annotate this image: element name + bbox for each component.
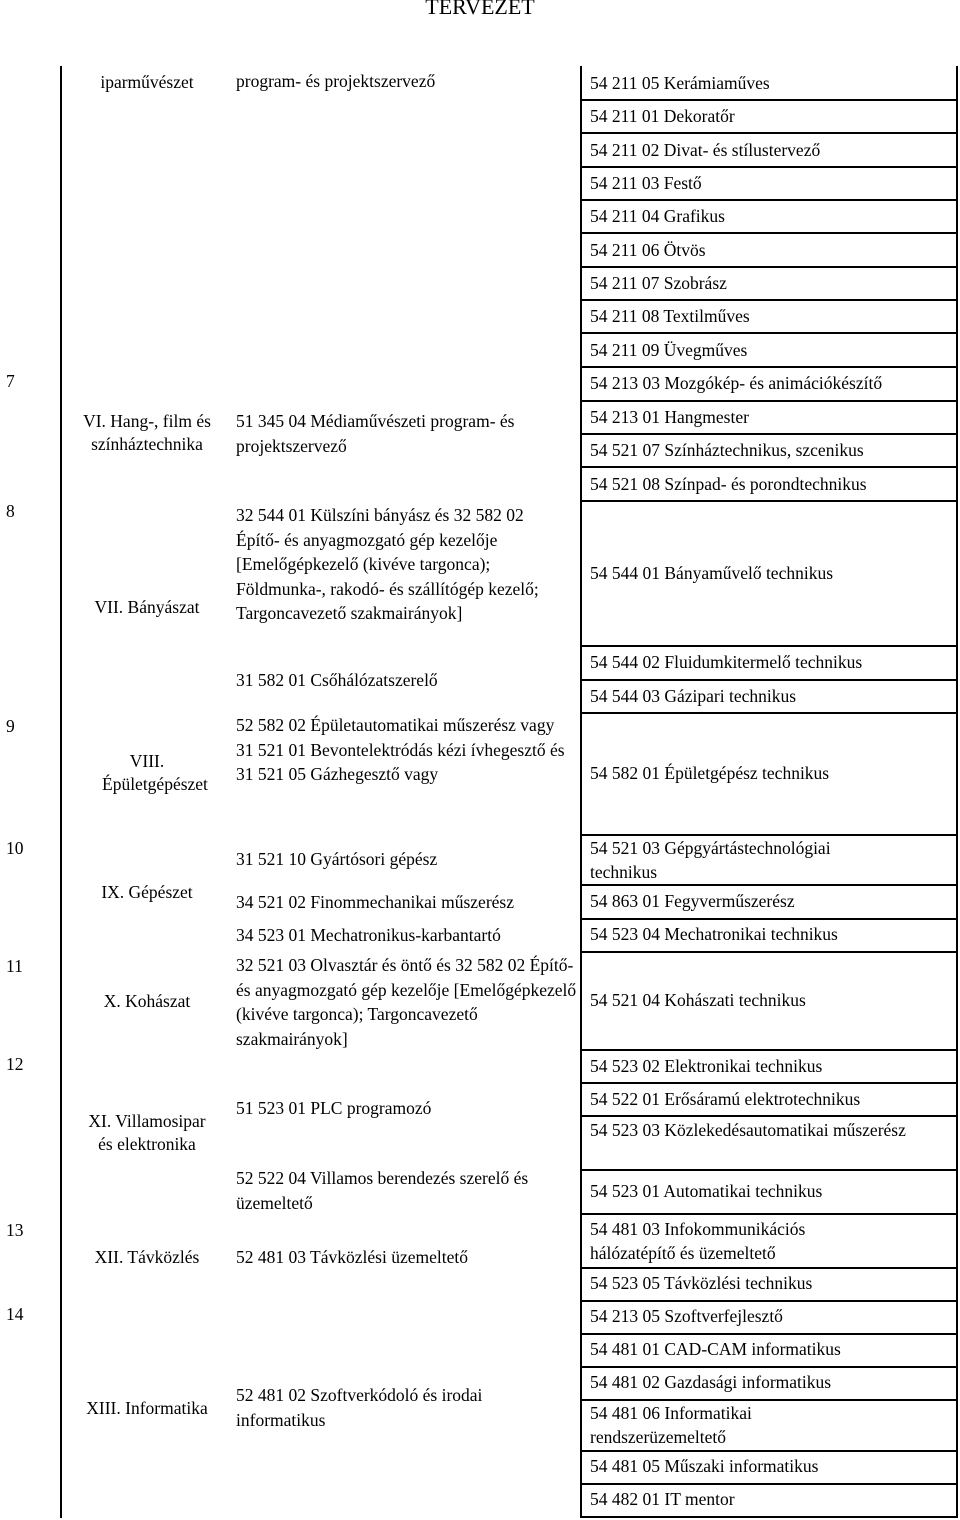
- qualification-item: 54 211 04 Grafikus: [590, 206, 725, 226]
- qualification-item: 54 213 03 Mozgókép- és animációkészítő: [590, 373, 883, 393]
- program-text: 31 582 01 Csőhálózatszerelő: [236, 670, 438, 690]
- qualification-item: 54 211 07 Szobrász: [590, 273, 727, 293]
- qualification-item: 54 521 08 Színpad- és porondtechnikus: [590, 474, 867, 494]
- qualification-item: 54 521 03 Gépgyártástechnológiai technikus: [590, 838, 831, 882]
- program-text: 51 345 04 Médiaművészeti program- és projektszervező: [236, 411, 515, 456]
- qualification-item: 54 211 08 Textilműves: [590, 306, 750, 326]
- qualification-item: 54 544 01 Bányaművelő technikus: [590, 563, 834, 583]
- qualification-item: 54 482 01 IT mentor: [590, 1489, 735, 1509]
- qualification-item: 54 481 03 Infokommunikációs hálózatépítő és üzemeltető: [590, 1219, 806, 1263]
- table-bottom-border: [580, 1516, 958, 1518]
- qualification-item: 54 481 05 Műszaki informatikus: [590, 1456, 819, 1476]
- section-name: IX. Gépészet: [101, 882, 193, 902]
- section-name: XIII. Informatika: [86, 1398, 208, 1418]
- program-text: 52 522 04 Villamos berendezés szerelő és üzemeltető: [236, 1168, 529, 1213]
- qualification-item: 54 213 05 Szoftverfejlesztő: [590, 1306, 783, 1326]
- program-text: program- és projektszervező: [236, 71, 436, 91]
- program-text: 52 481 02 Szoftverkódoló és irodai informatikus: [236, 1385, 483, 1430]
- qualification-item: 54 544 02 Fluidumkitermelő technikus: [590, 652, 863, 672]
- section-name: VIII. Épületgépészet: [102, 751, 208, 794]
- row-number: 10: [6, 838, 24, 858]
- program-text: 51 523 01 PLC programozó: [236, 1098, 432, 1118]
- qualification-item: 54 523 01 Automatikai technikus: [590, 1181, 823, 1201]
- program-text: 32 544 01 Külszíni bányász és 32 582 02 Építő- és anyagmozgató gép kezelője [Emelőgépkezelő (kivéve targonca); Földmunka-, rakodó- és szállítógép kezelő; Targoncavezető szakmairányok]: [236, 505, 539, 623]
- qualification-item: 54 521 04 Kohászati technikus: [590, 990, 806, 1010]
- program-text: 52 481 03 Távközlési üzemeltető: [236, 1247, 468, 1267]
- qualification-item: 54 582 01 Épületgépész technikus: [590, 763, 830, 783]
- row-number: 11: [6, 956, 23, 976]
- program-text: 31 521 10 Gyártósori gépész: [236, 849, 438, 869]
- program-text: 52 582 02 Épületautomatikai műszerész vagy 31 521 01 Bevontelektródás kézi ívhegesztő és 31 521 05 Gázhegesztő vagy: [236, 715, 565, 784]
- qualification-item: 54 523 05 Távközlési technikus: [590, 1273, 813, 1293]
- section-name: XI. Villamosipar és elektronika: [88, 1111, 206, 1154]
- qualification-item: 54 211 09 Üvegműves: [590, 340, 748, 360]
- qualification-item: 54 481 01 CAD-CAM informatikus: [590, 1339, 841, 1359]
- section-name: X. Kohászat: [103, 991, 191, 1011]
- qualification-item: 54 523 04 Mechatronikai technikus: [590, 924, 838, 944]
- qualification-item: 54 211 02 Divat- és stílustervező: [590, 140, 821, 160]
- qualification-item: 54 481 06 Informatikai rendszerüzemeltető: [590, 1403, 752, 1447]
- qualification-item: 54 211 03 Festő: [590, 173, 702, 193]
- section-name: VI. Hang-, film és színháztechnika: [83, 411, 211, 454]
- qualification-item: 54 481 02 Gazdasági informatikus: [590, 1372, 832, 1392]
- qualification-item: 54 211 01 Dekoratőr: [590, 106, 735, 126]
- page-title: TERVEZET: [425, 0, 535, 19]
- qualification-item: 54 522 01 Erősáramú elektrotechnikus: [590, 1089, 861, 1109]
- qualification-item: 54 213 01 Hangmester: [590, 407, 749, 427]
- program-text: 32 521 03 Olvasztár és öntő és 32 582 02 Építő- és anyagmozgató gép kezelője [Emelőgépkezelő (kivéve targonca); Targoncavezető szakmairányok]: [236, 955, 577, 1049]
- row-number: 14: [6, 1304, 24, 1324]
- row-number: 7: [6, 371, 15, 391]
- program-text: 34 523 01 Mechatronikus-karbantartó: [236, 925, 501, 945]
- qualification-item: 54 523 02 Elektronikai technikus: [590, 1056, 823, 1076]
- row-number: 12: [6, 1054, 24, 1074]
- section-name: VII. Bányászat: [94, 597, 200, 617]
- program-text: 34 521 02 Finommechanikai műszerész: [236, 892, 514, 912]
- qualification-item: 54 544 03 Gázipari technikus: [590, 686, 797, 706]
- section-name: XII. Távközlés: [94, 1247, 200, 1267]
- qualification-item: 54 523 03 Közlekedésautomatikai műszerész: [590, 1120, 906, 1140]
- qualification-item: 54 863 01 Fegyverműszerész: [590, 891, 795, 911]
- qualification-item: 54 211 06 Ötvös: [590, 240, 706, 260]
- row-number: 8: [6, 501, 15, 521]
- row-number: 13: [6, 1220, 24, 1240]
- section-name: iparművészet: [100, 72, 194, 92]
- qualification-item: 54 211 05 Kerámiaműves: [590, 73, 770, 93]
- row-number: 9: [6, 716, 15, 736]
- qualification-item: 54 521 07 Színháztechnikus, szcenikus: [590, 440, 864, 460]
